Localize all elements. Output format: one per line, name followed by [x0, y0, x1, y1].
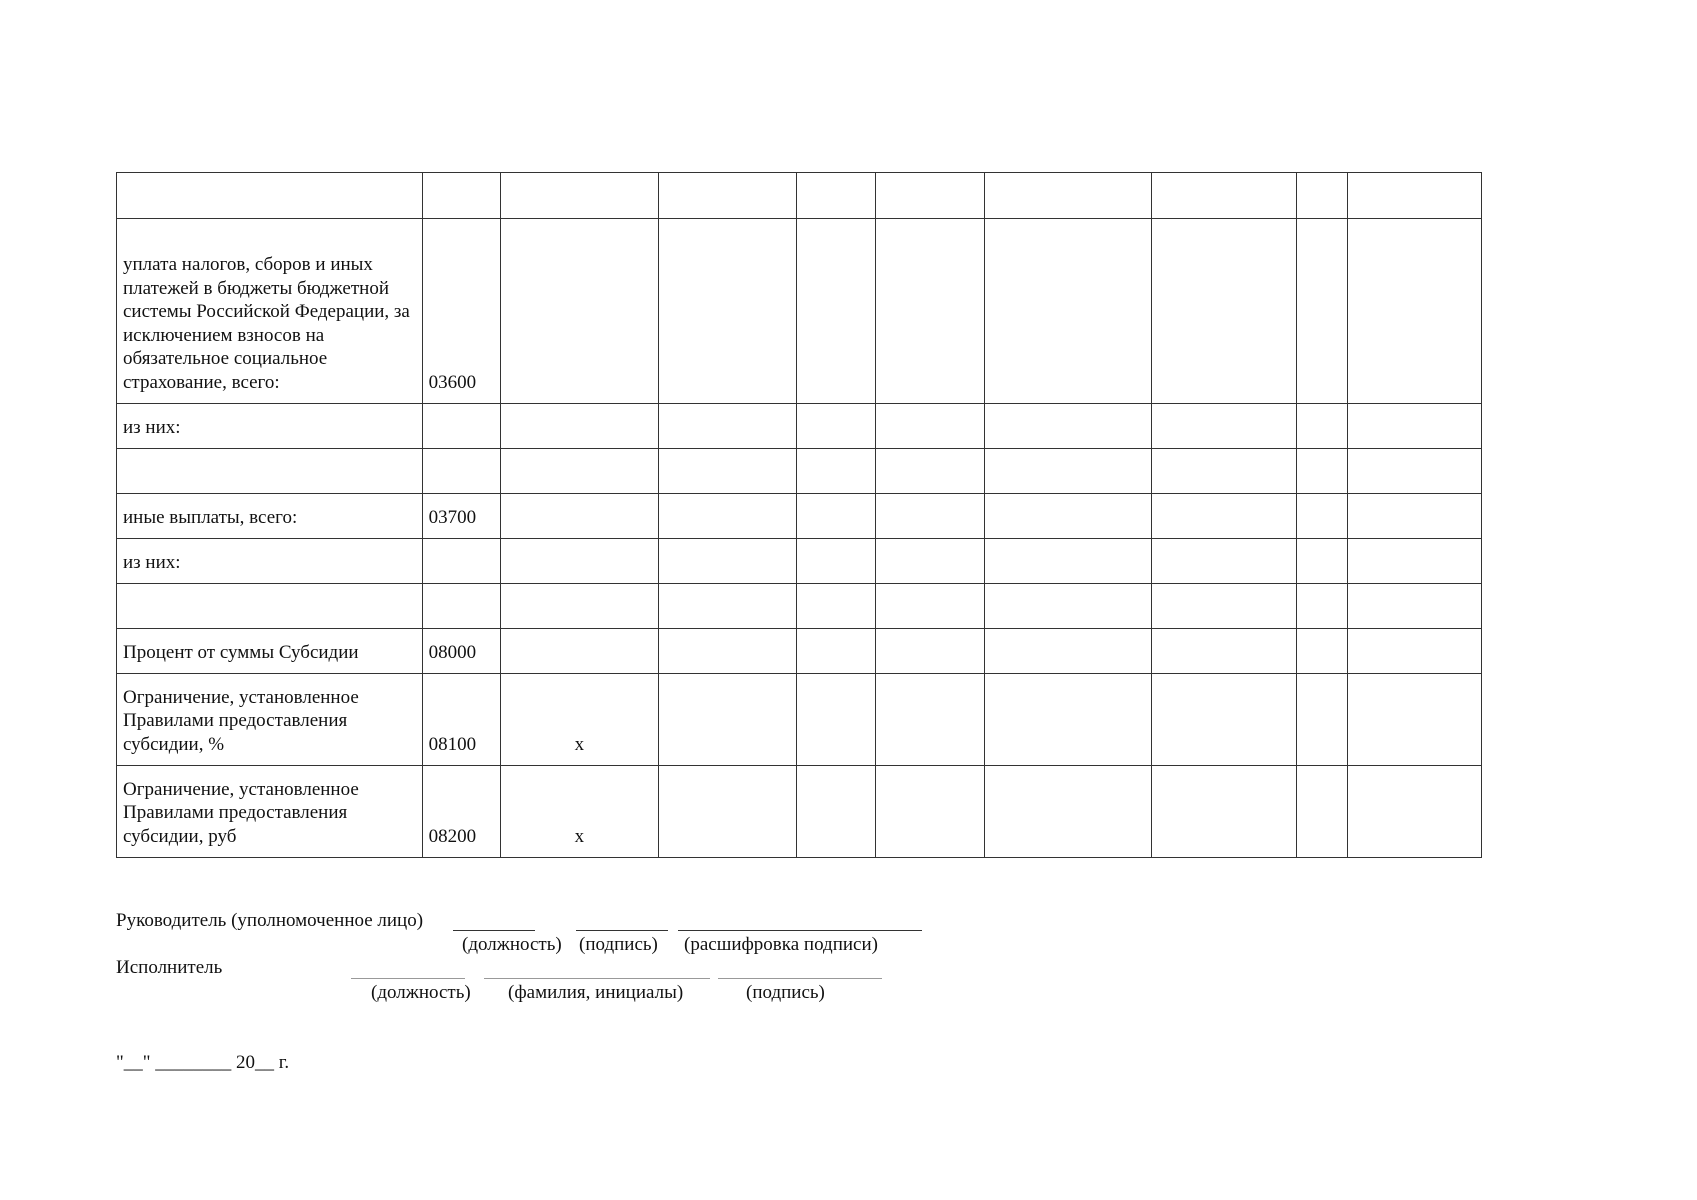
- table-cell: [500, 173, 658, 219]
- table-cell: [658, 539, 797, 584]
- table-cell: [1296, 539, 1347, 584]
- table-cell: [658, 449, 797, 494]
- table-cell: [985, 173, 1152, 219]
- row-label: из них:: [117, 539, 423, 584]
- head-signature-line[interactable]: [576, 930, 668, 931]
- table-cell: [797, 584, 875, 629]
- table-cell: [1296, 449, 1347, 494]
- row-label: из них:: [117, 404, 423, 449]
- table-cell: [985, 629, 1152, 674]
- row-code: [422, 449, 500, 494]
- table-cell: [875, 766, 985, 858]
- not-applicable-mark: x: [500, 766, 658, 858]
- row-code: [422, 584, 500, 629]
- head-decoding-line[interactable]: [678, 930, 922, 931]
- table-row: [117, 404, 1482, 449]
- table-cell: [875, 219, 985, 404]
- table-cell: [1296, 629, 1347, 674]
- table-cell: [797, 404, 875, 449]
- row-label: Ограничение, установленное Правилами предоставления субсидии, руб: [117, 766, 423, 858]
- table-cell: [500, 539, 658, 584]
- table-cell: [1152, 584, 1297, 629]
- table-cell: [1348, 494, 1482, 539]
- not-applicable-mark: x: [500, 674, 658, 766]
- table-cell: [1152, 766, 1297, 858]
- row-label: Процент от суммы Субсидии: [117, 629, 423, 674]
- row-code: 03700: [422, 494, 500, 539]
- row-label: [117, 584, 423, 629]
- table-row: [117, 539, 1482, 584]
- head-decoding-caption: (расшифровка подписи): [684, 934, 878, 955]
- table-cell: [797, 494, 875, 539]
- head-position-caption: (должность): [462, 934, 562, 955]
- table-cell: [1152, 674, 1297, 766]
- table-row: [117, 494, 1482, 539]
- table-row: [117, 173, 1482, 219]
- table-cell: [797, 766, 875, 858]
- table-cell: [797, 449, 875, 494]
- table-cell: [797, 219, 875, 404]
- table-cell: [1152, 219, 1297, 404]
- table-cell: [985, 539, 1152, 584]
- table-cell: [1348, 404, 1482, 449]
- table-row: [117, 629, 1482, 674]
- table-cell: [1152, 629, 1297, 674]
- table-row: [117, 766, 1482, 858]
- table-cell: [1348, 539, 1482, 584]
- executor-position-caption: (должность): [371, 982, 471, 1003]
- row-label: [117, 449, 423, 494]
- table-cell: [658, 219, 797, 404]
- table-cell: [658, 766, 797, 858]
- table-cell: [1296, 404, 1347, 449]
- table-cell: [875, 404, 985, 449]
- row-label: [117, 173, 423, 219]
- row-code: 08200: [422, 766, 500, 858]
- table-cell: [1348, 449, 1482, 494]
- table-cell: [985, 449, 1152, 494]
- table-cell: [1348, 629, 1482, 674]
- table-row: [117, 674, 1482, 766]
- table-cell: [1152, 173, 1297, 219]
- table-cell: [875, 674, 985, 766]
- table-cell: [1348, 584, 1482, 629]
- table-cell: [658, 173, 797, 219]
- table-cell: [1152, 494, 1297, 539]
- head-signature-caption: (подпись): [579, 934, 658, 955]
- row-code: 08000: [422, 629, 500, 674]
- row-label: уплата налогов, сборов и иных платежей в бюджеты бюджетной системы Российской Федерации, за исключением взносов на обязательное социальное страхование, всего:: [117, 219, 423, 404]
- table-cell: [1296, 584, 1347, 629]
- table-cell: [1296, 219, 1347, 404]
- table-row: [117, 449, 1482, 494]
- table-cell: [658, 674, 797, 766]
- table-cell: [500, 494, 658, 539]
- table-cell: [797, 173, 875, 219]
- row-code: [422, 404, 500, 449]
- table-cell: [1152, 539, 1297, 584]
- table-cell: [875, 449, 985, 494]
- table-cell: [500, 584, 658, 629]
- executor-name-caption: (фамилия, инициалы): [508, 982, 684, 1003]
- table-cell: [500, 219, 658, 404]
- table-cell: [985, 494, 1152, 539]
- executor-position-line[interactable]: [351, 978, 465, 979]
- table-cell: [985, 674, 1152, 766]
- row-code: 03600: [422, 219, 500, 404]
- table-cell: [1348, 173, 1482, 219]
- table-cell: [658, 629, 797, 674]
- table-cell: [797, 539, 875, 584]
- table-cell: [1296, 674, 1347, 766]
- table-cell: [797, 674, 875, 766]
- row-code: [422, 173, 500, 219]
- table-cell: [985, 404, 1152, 449]
- table-cell: [1348, 674, 1482, 766]
- table-cell: [875, 584, 985, 629]
- date-line[interactable]: "__" ________ 20__ г.: [116, 1052, 290, 1073]
- table-cell: [500, 629, 658, 674]
- table-cell: [1152, 404, 1297, 449]
- row-code: [422, 539, 500, 584]
- table-cell: [658, 584, 797, 629]
- table-cell: [658, 494, 797, 539]
- table-cell: [875, 539, 985, 584]
- table-cell: [1296, 173, 1347, 219]
- table-cell: [797, 629, 875, 674]
- executor-signature-line[interactable]: [718, 978, 882, 979]
- table-row: [117, 584, 1482, 629]
- executor-signature-caption: (подпись): [746, 982, 825, 1003]
- table-cell: [500, 449, 658, 494]
- table-cell: [985, 584, 1152, 629]
- table-cell: [1296, 494, 1347, 539]
- table-cell: [1348, 219, 1482, 404]
- table-cell: [985, 219, 1152, 404]
- head-position-line[interactable]: [453, 930, 535, 931]
- table-row: [117, 219, 1482, 404]
- table-cell: [875, 494, 985, 539]
- row-label: Ограничение, установленное Правилами предоставления субсидии, %: [117, 674, 423, 766]
- executor-label: Исполнитель: [116, 957, 223, 978]
- executor-name-line[interactable]: [484, 978, 710, 979]
- table-cell: [500, 404, 658, 449]
- table-cell: [985, 766, 1152, 858]
- row-label: иные выплаты, всего:: [117, 494, 423, 539]
- row-code: 08100: [422, 674, 500, 766]
- report-table: [116, 172, 1482, 858]
- head-label: Руководитель (уполномоченное лицо): [116, 910, 424, 931]
- table-cell: [1152, 449, 1297, 494]
- table-cell: [875, 173, 985, 219]
- table-cell: [658, 404, 797, 449]
- table-cell: [1296, 766, 1347, 858]
- table-cell: [875, 629, 985, 674]
- table-cell: [1348, 766, 1482, 858]
